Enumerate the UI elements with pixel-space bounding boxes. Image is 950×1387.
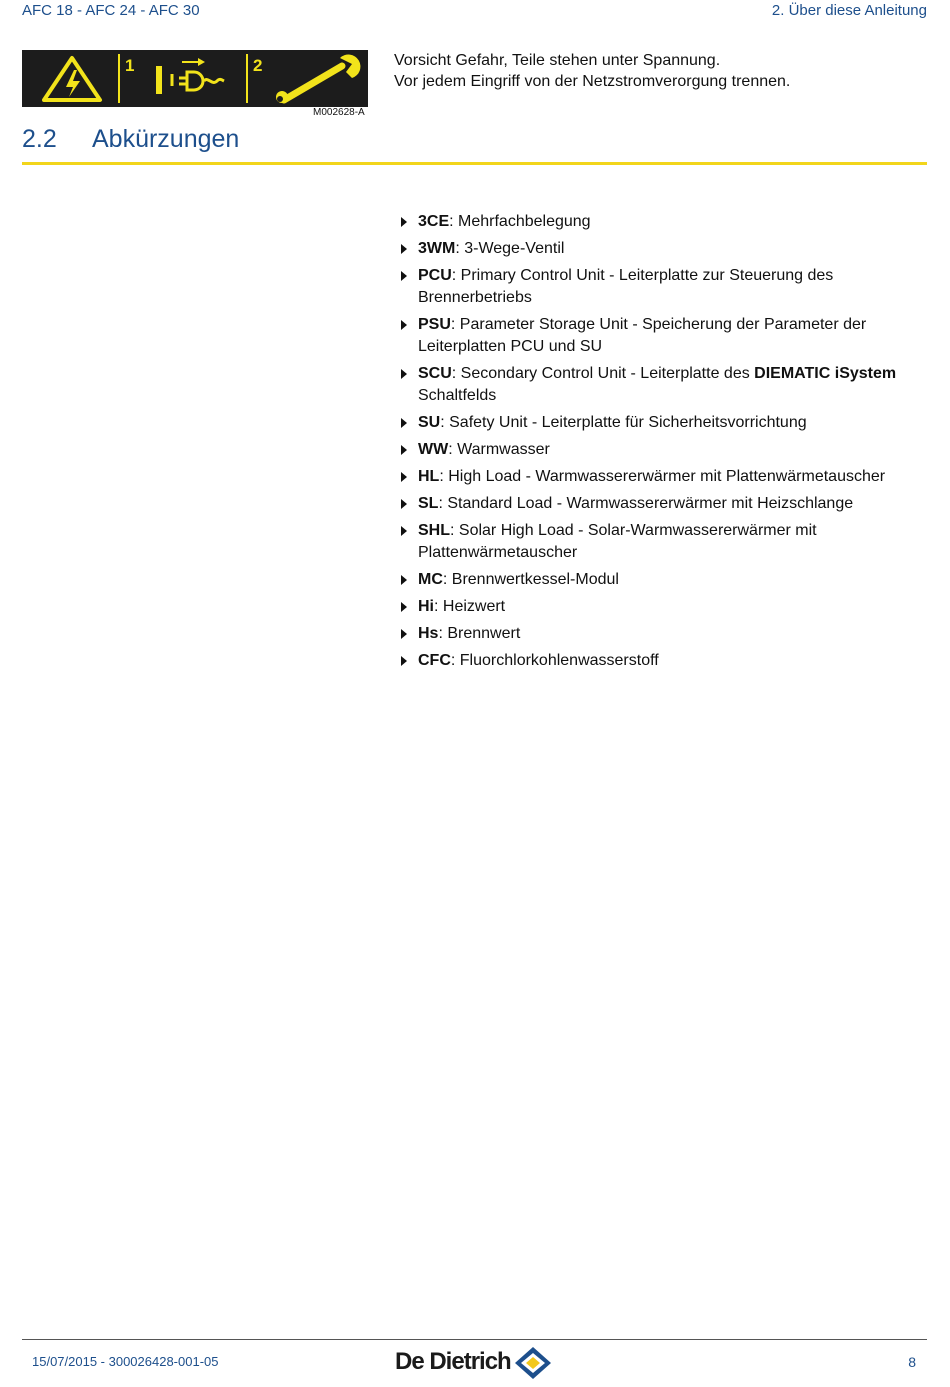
abbreviation-definition: : Parameter Storage Unit - Speicherung der Parameter der Leiterplatten PCU und SU — [418, 316, 867, 355]
abbreviation-term: SHL — [418, 522, 450, 539]
bullet-arrow-icon — [401, 602, 407, 612]
abbreviation-term: SU — [418, 414, 441, 431]
bullet-arrow-icon — [401, 320, 407, 330]
abbreviation-definition: : Brennwert — [438, 625, 521, 642]
section-divider — [22, 162, 927, 165]
list-item — [398, 493, 928, 515]
list-item — [398, 363, 928, 407]
abbreviation-term: MC — [418, 571, 443, 588]
abbreviation-definition: : Heizwert — [434, 598, 506, 615]
abbreviation-definition: : Primary Control Unit - Leiterplatte zur Steuerung des Brennerbetriebs — [418, 267, 834, 306]
abbreviation-term: WW — [418, 441, 449, 458]
bullet-arrow-icon — [401, 656, 407, 666]
abbreviation-definition: : Safety Unit - Leiterplatte für Sicherheitsvorrichtung — [440, 414, 807, 431]
bullet-arrow-icon — [401, 526, 407, 536]
list-item — [398, 569, 928, 591]
abbreviation-term: PCU — [418, 267, 452, 284]
bullet-arrow-icon — [401, 472, 407, 482]
warning-line-1: Vorsicht Gefahr, Teile stehen unter Spannung. — [394, 52, 721, 69]
abbreviation-term: Hs — [418, 625, 439, 642]
figure-code: M002628-A — [313, 107, 365, 118]
abbreviation-definition: : Standard Load - Warmwassererwärmer mit Heizschlange — [438, 495, 854, 512]
warning-text — [394, 50, 790, 92]
abbreviation-term: CFC — [418, 652, 451, 669]
warning-line-2: Vor jedem Eingriff von der Netzstromverorgung trennen. — [394, 73, 791, 90]
bullet-arrow-icon — [401, 271, 407, 281]
abbreviation-term: 3WM — [418, 240, 456, 257]
abbreviation-definition: : Warmwasser — [448, 441, 550, 458]
abbreviation-term: PSU — [418, 316, 451, 333]
list-item — [398, 412, 928, 434]
list-item — [398, 211, 928, 233]
abbreviation-definition: : Brennwertkessel-Modul — [442, 571, 619, 588]
abbreviation-term: SCU — [418, 365, 452, 382]
document-title: AFC 18 - AFC 24 - AFC 30 — [22, 2, 200, 19]
bullet-arrow-icon — [401, 217, 407, 227]
product-name: DIEMATIC iSystem — [754, 365, 897, 382]
bullet-arrow-icon — [401, 445, 407, 455]
list-item — [398, 238, 928, 260]
step-number-2: 2 — [253, 56, 263, 75]
list-item — [398, 439, 928, 461]
footer-divider — [22, 1339, 927, 1340]
safety-pictogram-banner — [22, 50, 368, 107]
abbreviation-definition: : Fluorchlorkohlenwasserstoff — [450, 652, 659, 669]
list-item — [398, 520, 928, 564]
bullet-arrow-icon — [401, 499, 407, 509]
list-item — [398, 265, 928, 309]
abbreviation-term: HL — [418, 468, 440, 485]
unplug-icon — [156, 58, 224, 94]
abbreviation-term: SL — [418, 495, 439, 512]
section-title: Abkürzungen — [92, 125, 240, 153]
abbreviation-definition: : Secondary Control Unit - Leiterplatte des — [451, 365, 755, 382]
high-voltage-warning-icon — [44, 58, 100, 100]
footer-date-reference: 15/07/2015 - 300026428-001-05 — [32, 1354, 219, 1369]
list-item — [398, 314, 928, 358]
brand-name: De Dietrich — [395, 1348, 511, 1375]
abbreviation-definition: : Mehrfachbelegung — [449, 213, 591, 230]
bullet-arrow-icon — [401, 575, 407, 585]
brand-diamond-icon — [513, 1346, 553, 1380]
list-item — [398, 650, 928, 672]
step-number-1: 1 — [125, 56, 135, 75]
abbreviation-definition: : 3-Wege-Ventil — [455, 240, 565, 257]
bullet-arrow-icon — [401, 369, 407, 379]
list-item — [398, 596, 928, 618]
chapter-title: 2. Über diese Anleitung — [771, 2, 927, 19]
section-number: 2.2 — [22, 125, 57, 153]
abbreviation-definition: : High Load - Warmwassererwärmer mit Plattenwärmetauscher — [439, 468, 886, 485]
list-item — [398, 623, 928, 645]
abbreviation-term: 3CE — [418, 213, 450, 230]
page-number: 8 — [908, 1354, 916, 1370]
wrench-icon — [276, 55, 360, 103]
bullet-arrow-icon — [401, 418, 407, 428]
bullet-arrow-icon — [401, 244, 407, 254]
abbreviation-definition: : Solar High Load - Solar-Warmwassererwärmer mit Plattenwärmetauscher — [418, 522, 817, 561]
abbreviation-term: Hi — [418, 598, 434, 615]
list-item — [398, 466, 928, 488]
bullet-arrow-icon — [401, 629, 407, 639]
abbreviation-definition-tail: Schaltfelds — [418, 387, 497, 404]
abbreviation-list — [398, 211, 928, 677]
